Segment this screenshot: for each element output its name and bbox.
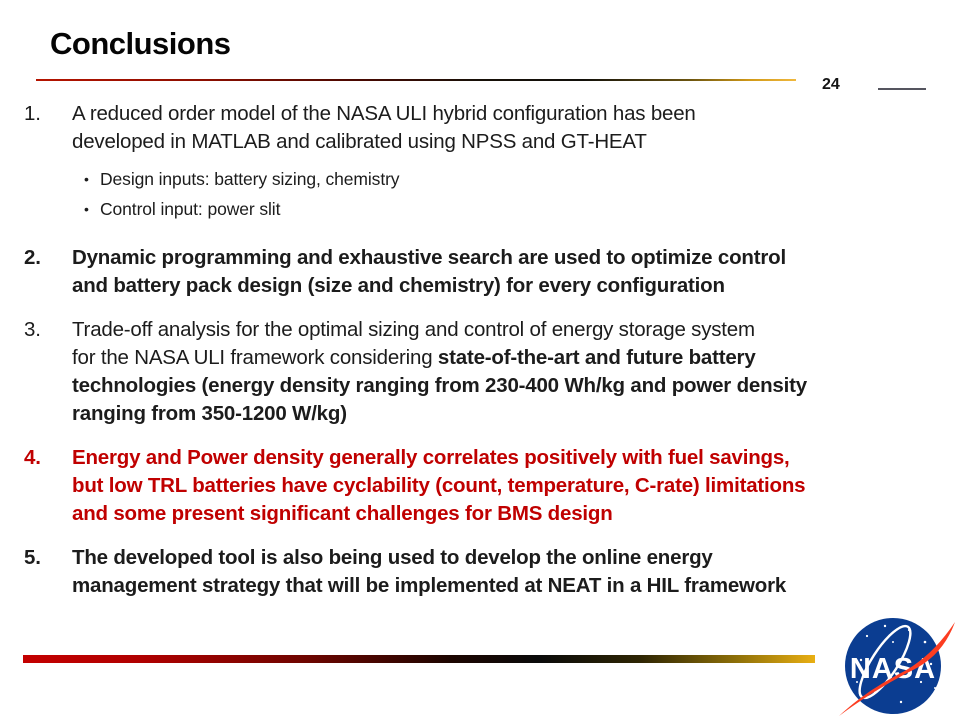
sub-bullet-text: Control input: power slit [100, 199, 281, 219]
list-item-5 [24, 544, 944, 600]
nasa-logo [837, 602, 957, 722]
item-number: 4. [24, 446, 41, 469]
list-item-4 [24, 444, 944, 528]
conclusions-list [24, 100, 944, 616]
nasa-logo-text: NASA [849, 653, 937, 685]
item-number: 1. [24, 102, 41, 125]
bullet-icon: • [84, 171, 89, 187]
item-number: 3. [24, 318, 41, 341]
list-item-1 [24, 100, 944, 228]
footer-gradient-bar [23, 655, 815, 663]
item-text: Dynamic programming and exhaustive search are used to optimize control and battery pack design (size and chemistry) for every configuration [72, 246, 786, 297]
sub-bullet [72, 198, 696, 221]
bullet-icon: • [84, 201, 89, 217]
title-divider-line [36, 79, 796, 81]
page-number: 24 [822, 76, 840, 93]
sub-bullet-text: Design inputs: battery sizing, chemistry [100, 169, 400, 189]
item-text: Trade-off analysis for the optimal sizing and control of energy storage system for the NASA ULI framework considering state-of-the-art and future battery technologies (energy density ranging from 230-400 Wh/kg and power density ranging from 350-1200 W/kg) [72, 318, 807, 425]
list-item-2 [24, 244, 944, 300]
list-item-3 [24, 316, 944, 428]
page-number-line [878, 88, 926, 90]
item-number: 2. [24, 246, 41, 269]
item-number: 5. [24, 546, 41, 569]
item-text: A reduced order model of the NASA ULI hybrid configuration has been developed in MATLAB and calibrated using NPSS and GT-HEAT • Design inputs: battery sizing, chemistry • Control input: power slit [72, 102, 696, 219]
item-text: Energy and Power density generally correlates positively with fuel savings, but low TRL batteries have cyclability (count, temperature, C-rate) limitations and some present significant challenges for BMS design [72, 446, 806, 525]
item-text: The developed tool is also being used to develop the online energy management strategy that will be implemented at NEAT in a HIL framework [72, 546, 787, 597]
sub-bullet-list [72, 168, 696, 221]
page-title: Conclusions [50, 26, 231, 61]
sub-bullet [72, 168, 696, 191]
